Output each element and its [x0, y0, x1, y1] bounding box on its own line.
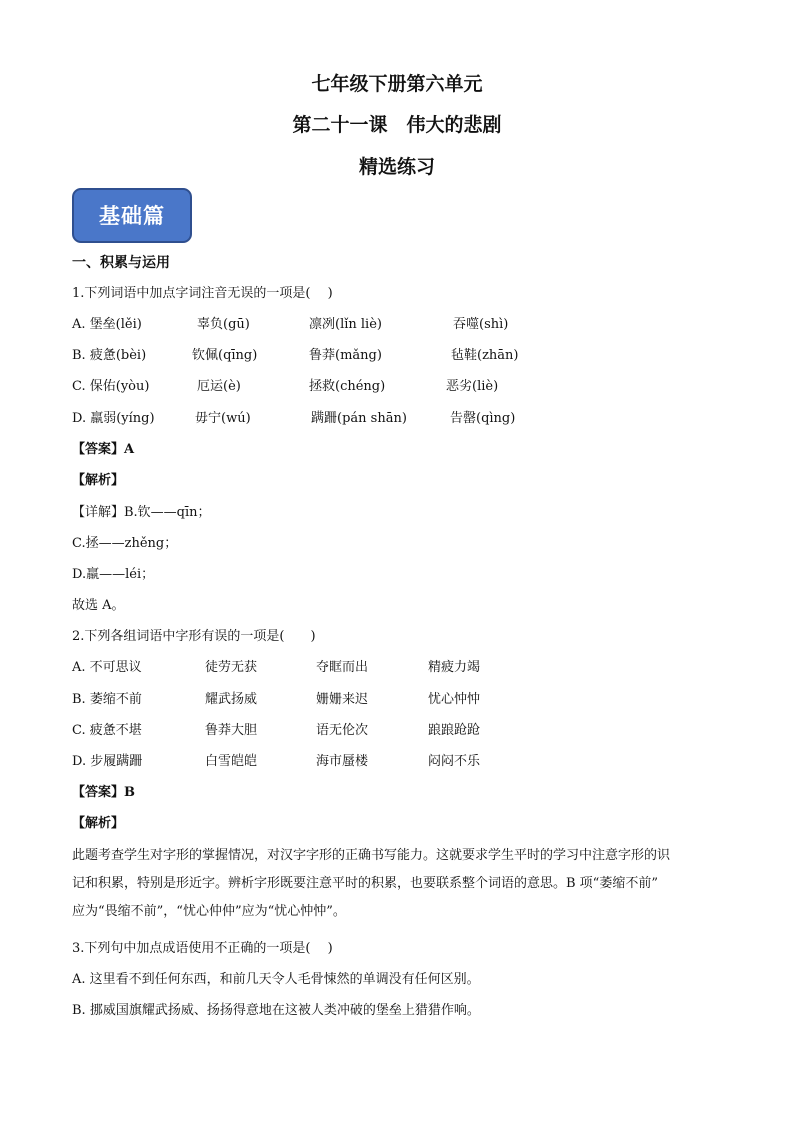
basic-section-badge	[72, 188, 192, 243]
option-cell: 精疲力竭	[428, 660, 481, 675]
question-2-explanation	[72, 842, 724, 926]
explanation-line: 记和积累，特别是形近字。辨析字形既要注意平时的积累，也要联系整个词语的意思。B 项“萎缩不前”	[72, 876, 658, 891]
option-cell: 海市蜃楼	[316, 754, 369, 769]
option-cell: 告罄(qìng)	[450, 411, 516, 426]
question-2-analysis-label: 【解析】	[72, 816, 125, 831]
question-3-option-a: A. 这里看不到任何东西，和前几天令人毛骨悚然的单调没有任何区别。	[72, 972, 480, 987]
option-cell: 凛冽(lǐn liè)	[309, 317, 382, 332]
option-cell: D. 步履蹒跚	[72, 754, 143, 769]
option-cell: 辜负(gū)	[197, 317, 250, 332]
option-cell: B. 疲惫(bèi)	[72, 348, 147, 363]
option-cell: 吞噬(shì)	[453, 317, 509, 332]
option-cell: 夺眶而出	[316, 660, 369, 675]
exercise-title: 精选练习	[358, 156, 435, 178]
option-cell: B. 萎缩不前	[72, 692, 142, 707]
option-cell: 毋宁(wú)	[195, 411, 251, 426]
option-cell: C. 疲惫不堪	[72, 723, 142, 738]
explanation-line: 此题考查学生对字形的掌握情况，对汉字字形的正确书写能力。这就要求学生平时的学习中注意字形的识	[72, 848, 671, 863]
option-cell: 拯救(chéng)	[309, 379, 386, 394]
option-cell: D. 羸弱(yíng)	[72, 411, 155, 426]
question-3-option-b: B. 挪威国旗耀武扬威、扬扬得意地在这被人类冲破的堡垒上猎猎作响。	[72, 1003, 480, 1018]
option-cell: 语无伦次	[316, 723, 369, 738]
question-2-stem: 2.下列各组词语中字形有误的一项是( )	[72, 629, 316, 644]
option-cell: 鲁莽大胆	[205, 723, 258, 738]
option-cell: C. 保佑(yòu)	[72, 379, 150, 394]
option-cell: 白雪皑皑	[205, 754, 258, 769]
option-cell: 厄运(è)	[197, 379, 241, 394]
option-cell: 忧心忡忡	[428, 692, 481, 707]
option-cell: 蹒跚(pán shān)	[311, 411, 407, 426]
document-title: 七年级下册第六单元	[311, 73, 483, 95]
option-cell: 钦佩(qīng)	[192, 348, 258, 363]
question-1-stem: 1.下列词语中加点字词注音无误的一项是( )	[72, 286, 333, 301]
question-1-detail-line: 【详解】B.钦——qīn；	[72, 505, 211, 520]
option-cell: 闷闷不乐	[428, 754, 481, 769]
question-2-answer: 【答案】B	[72, 785, 135, 800]
option-cell: A. 不可思议	[72, 660, 142, 675]
option-cell: 鲁莽(mǎng)	[309, 348, 382, 363]
option-cell: 姗姗来迟	[316, 692, 369, 707]
question-1-detail-line: C.拯——zhěng；	[72, 536, 178, 551]
option-cell: 毡鞋(zhān)	[451, 348, 519, 363]
option-cell: A. 堡垒(lěi)	[72, 317, 142, 332]
question-3-stem: 3.下列句中加点成语使用不正确的一项是( )	[72, 941, 333, 956]
lesson-title: 第二十一课 伟大的悲剧	[292, 114, 502, 136]
question-1-analysis-label: 【解析】	[72, 473, 125, 488]
question-1-conclusion: 故选 A。	[72, 598, 125, 613]
section-heading: 一、积累与运用	[72, 255, 170, 271]
question-1-detail-line: D.羸——léi；	[72, 567, 155, 582]
option-cell: 踉踉跄跄	[428, 723, 481, 738]
option-cell: 恶劣(liè)	[446, 379, 499, 394]
option-cell: 耀武扬威	[205, 692, 258, 707]
explanation-line: 应为“畏缩不前”，“忧心仲仲”应为“忧心忡忡”。	[72, 904, 346, 919]
question-1-answer: 【答案】A	[72, 442, 135, 457]
badge-label: 基础篇	[99, 203, 165, 228]
option-cell: 徒劳无获	[205, 660, 258, 675]
